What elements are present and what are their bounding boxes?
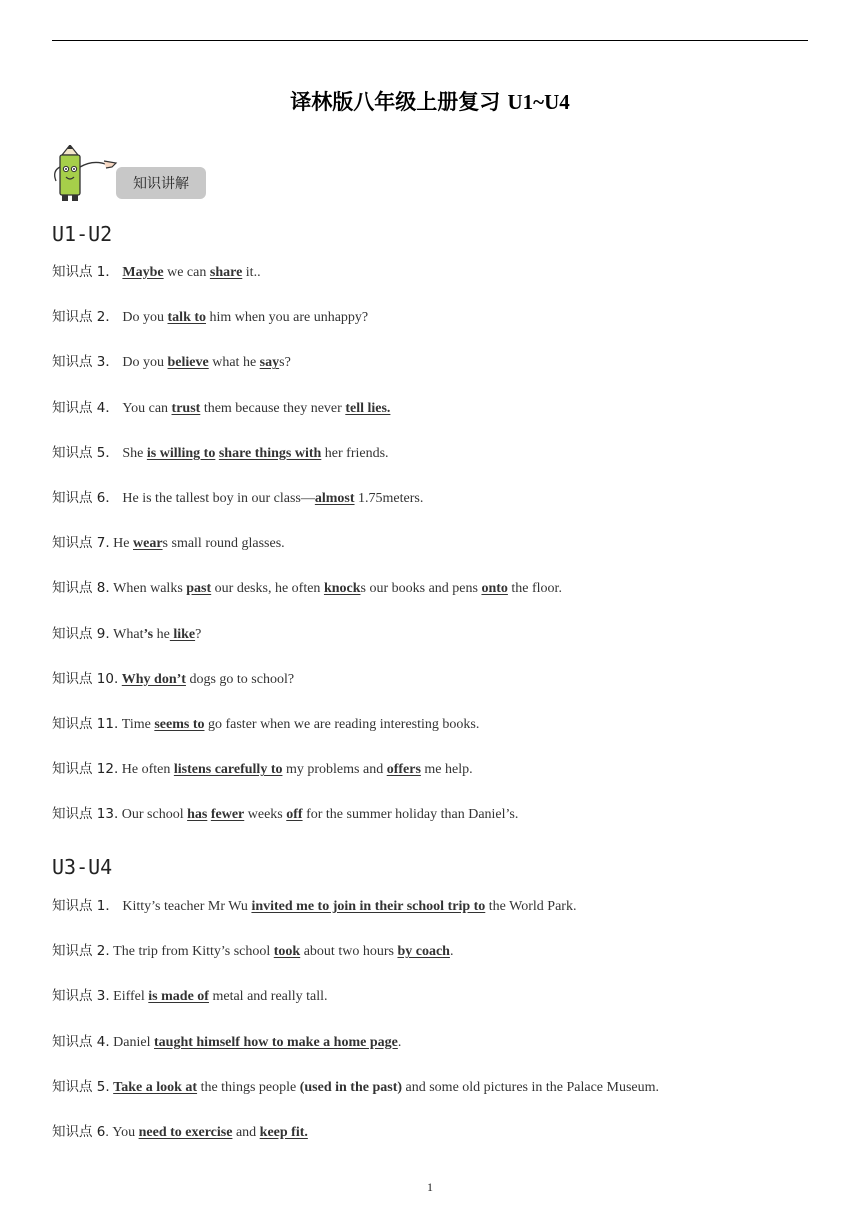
key-phrase: tell lies. [345,400,391,416]
key-phrase: share things with [218,445,322,461]
sentence-text: weeks [244,807,287,823]
knowledge-point [52,622,201,643]
sentence-text: dogs go to school? [185,671,295,687]
key-phrase: onto [481,581,508,597]
point-label: 知识点 2． [52,309,119,326]
point-label: 知识点 13. [52,806,119,823]
sentence-text: me help. [420,762,473,778]
point-label: 知识点 10. [52,670,119,687]
key-phrase: Why don’t [121,671,186,687]
key-phrase: knock [323,581,361,597]
key-phrase: by coach [397,944,450,960]
sentence-text: s? [279,355,291,371]
sentence-text: He is the tallest boy in our class— [118,491,315,506]
knowledge-badge: 知识讲解 [116,167,206,199]
sentence-text: Do you [118,355,168,371]
sentence-text: the floor. [507,581,562,597]
point-label: 知识点 2. [52,943,110,960]
point-label: 知识点 12. [52,761,119,778]
sentence-text: about two hours [300,944,398,960]
knowledge-point [52,802,518,823]
point-label: 知识点 5． [52,444,119,461]
sentence-text: . [397,1034,402,1050]
key-phrase: say [259,355,280,371]
sentence-text: She [118,445,147,461]
sentence-text: What [109,626,144,642]
key-phrase: invited me to join in their school trip to [251,899,486,914]
sentence-text: we can [163,265,210,280]
sentence-text: go faster when we are reading interesting books. [204,717,480,732]
header-rule [52,40,808,41]
knowledge-point [52,396,390,417]
sentence-text: . You [105,1125,139,1140]
knowledge-point [52,1030,401,1051]
sentence-text: our desks, he often [211,581,324,597]
knowledge-point [52,305,368,326]
key-phrase: share [209,265,243,280]
bold-text: ’s [143,626,154,642]
point-label: 知识点 8. [52,580,110,597]
sentence-text: Time [118,717,155,732]
key-phrase: believe [167,355,209,371]
sentence-text: he [153,626,170,642]
point-label: 知识点 6 [52,1124,106,1140]
knowledge-point [52,757,473,778]
sentence-text: Daniel [109,1034,154,1050]
sentence-text: Our school [118,807,188,823]
knowledge-point [52,667,294,688]
knowledge-point [52,260,261,281]
knowledge-point [52,1120,308,1141]
point-label: 知识点 3. [52,988,110,1005]
sentence-text: He [109,536,133,552]
key-phrase: wear [133,536,163,552]
sentence-text: what he [208,355,260,371]
sentence-text: and some old pictures in the Palace Museum. [402,1079,660,1095]
sentence-text: my problems and [282,762,387,778]
knowledge-point [52,1075,659,1096]
section-heading: U3-U4 [52,855,113,879]
point-label: 知识点 6． [52,490,119,506]
point-label: 知识点 5. [52,1078,110,1095]
key-phrase: is made of [148,989,209,1005]
sentence-text: metal and really tall. [208,989,328,1005]
knowledge-point [52,441,389,462]
key-phrase: Take a look at [113,1079,198,1095]
page-number: 1 [427,1180,433,1194]
point-label: 知识点 4. [52,1033,110,1050]
key-phrase: off [286,807,303,823]
knowledge-point [52,350,291,371]
knowledge-point [52,576,562,597]
sentence-text: Eiffel [109,989,149,1005]
knowledge-point [52,486,423,507]
knowledge-point [52,894,576,915]
key-phrase: almost [314,491,355,506]
sentence-text: the World Park. [485,899,577,914]
sentence-text: Kitty’s teacher Mr Wu [118,899,252,914]
key-phrase: talk to [167,310,207,326]
point-label: 知识点 11. [52,716,119,732]
sentence-text: When walks [109,581,187,597]
knowledge-point [52,531,285,552]
sentence-text: for the summer holiday than Daniel’s. [302,807,519,823]
key-phrase: Maybe [122,265,164,280]
sentence-text: her friends. [321,445,389,461]
key-phrase: past [186,581,212,597]
key-phrase: trust [171,400,201,416]
sentence-text: The trip from Kitty’s school [109,944,274,960]
key-phrase: took [273,944,301,960]
key-phrase: fewer [210,807,245,823]
sentence-text: ? [195,626,202,642]
section-heading: U1-U2 [52,222,113,246]
key-phrase: listens carefully to [173,762,283,778]
key-phrase: need to exercise [138,1125,233,1140]
point-label: 知识点 4． [52,399,119,416]
sentence-text: s small round glasses. [162,536,285,552]
point-label: 知识点 3． [52,354,119,371]
sentence-text: and [232,1125,260,1140]
sentence-text: them because they never [200,400,346,416]
sentence-text: him when you are unhappy? [206,310,369,326]
sentence-text: the things people [197,1079,300,1095]
sentence-text: s our books and pens [360,581,482,597]
sentence-text: . [449,944,454,960]
sentence-text: it.. [242,265,261,280]
point-label: 知识点 9. [52,625,110,642]
sentence-text: Do you [118,310,168,326]
knowledge-point [52,939,453,960]
sentence-text: He often [118,762,174,778]
point-label: 知识点 7. [52,535,110,552]
key-phrase: seems to [154,717,205,732]
point-label: 知识点 1． [52,898,119,914]
knowledge-point [52,984,328,1005]
key-phrase: like [169,626,196,642]
key-phrase: taught himself how to make a home page [154,1034,398,1050]
key-phrase: keep fit. [259,1125,308,1140]
key-phrase: has [187,807,208,823]
bold-text: (used in the past) [299,1079,403,1095]
key-phrase: offers [386,762,421,778]
sentence-text: 1.75meters. [354,491,424,506]
pencil-mascot-icon [46,145,120,203]
key-phrase: is willing to [146,445,216,461]
page-title: 译林版八年级上册复习 U1~U4 [290,90,570,114]
point-label: 知识点 1． [52,264,119,280]
sentence-text: You can [118,400,172,416]
knowledge-point [52,712,479,733]
